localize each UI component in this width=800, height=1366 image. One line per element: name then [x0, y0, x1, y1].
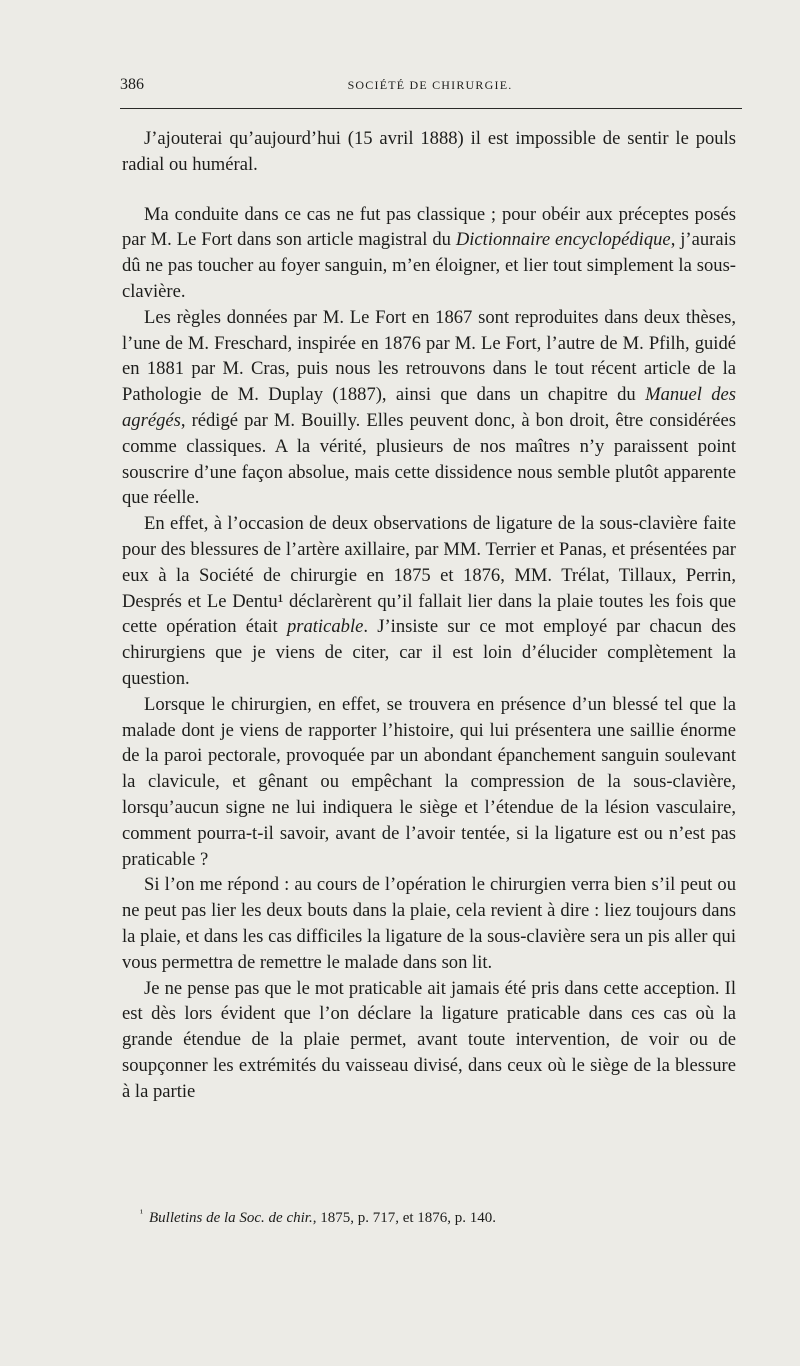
text-run: déclarèrent qu’il fallait lier dans la plaie toutes les fois que cette opération était [122, 590, 737, 638]
italic-text: Dictionnaire encyclopédique [455, 229, 671, 251]
paragraph [122, 305, 736, 511]
paragraph [122, 202, 736, 305]
body-text [122, 126, 736, 1104]
text-run: Je ne pense pas que le mot praticable ait jamais été pris dans cette acception. Il est dès lors évident que l’on déclare la ligature praticable dans ces cas où la grande étendue de la plaie permet, avant toute intervention, de voir ou de soupçonner les extrémités du vaisseau divisé, dans ceux où le siège de la blessure à la partie [122, 977, 736, 1102]
footnote-citation: , 1875, p. 717, et 1876, p. 140. [312, 1210, 497, 1226]
paragraph [122, 872, 736, 975]
text-run: Si l’on me répond : au cours de l’opération le chirurgien verra bien s’il peut ou ne peut pas lier les deux bouts dans la plaie, cela revient à dire : liez toujours dans la plaie, et dans les cas difficiles la ligature de la sous-clavière sera un pis aller qui vous permettra de remettre le malade dans son lit. [122, 874, 736, 973]
footnote [140, 1208, 740, 1227]
text-run: ¹ [277, 590, 284, 612]
text-run: Les règles données par M. Le Fort en 1867 sont reproduites dans deux thèses, l’une de M. Freschard, inspirée en 1876 par M. Le Fort, l’autre de M. Pfilh, guidé en 1881 par M. Cras, puis nous les retrouvons dans le tout récent article de la Pathologie de M. Duplay (1887), ainsi que dans un chapitre du [122, 306, 736, 406]
text-run: J’ajouterai qu’aujourd’hui (15 avril 1888) il est impossible de sentir le pouls radial ou huméral. [122, 128, 736, 175]
footnote-marker: ¹ [140, 1208, 143, 1219]
text-run: Lorsque le chirurgien, en effet, se trouvera en présence d’un blessé tel que la malade dont je viens de rapporter l’histoire, qui lui présentera une saillie énorme de la paroi pectorale, provoquée par un abondant épanchement sanguin soulevant la clavicule, et gênant ou empêchant la compression de la sous-clavière, lorsqu’aucun signe ne lui indiquera le siège et l’étendue de la lésion vasculaire, comment pourra-t-il savoir, avant de l’avoir tentée, si la ligature est ou n’est pas praticable ? [122, 693, 736, 870]
paragraph [122, 692, 736, 873]
paragraph [122, 511, 736, 692]
header-rule [120, 108, 742, 109]
paragraph [122, 126, 736, 178]
text-run: Ma conduite dans ce cas ne fut pas classique ; pour obéir aux préceptes posés par M. Le Fort dans son article magistral du [122, 203, 736, 251]
paragraph [122, 976, 736, 1105]
text-run: , j’aurais dû ne pas toucher au foyer sanguin, m’en éloigner, et lier tout simplement la sous-clavière. [122, 229, 736, 302]
italic-text: Manuel des agrégés [122, 384, 737, 431]
page-header [120, 76, 740, 100]
footnote-source-title: Bulletins de la Soc. de chir. [149, 1210, 313, 1226]
running-head: SOCIÉTÉ DE CHIRURGIE. [347, 78, 513, 92]
italic-text: praticable [286, 616, 364, 638]
text-run: . J’insiste sur ce mot employé par chacun des chirurgiens que je viens de citer, car il est loin d’élucider complètement la question. [122, 616, 736, 689]
text-run: , rédigé par M. Bouilly. Elles peuvent donc, à bon droit, être considérées comme classiques. A la vérité, plusieurs de nos maîtres n’y paraissent point souscrire d’une façon absolue, mais cette dissidence nous semble plutôt apparente que réelle. [122, 409, 736, 509]
page-number: 386 [120, 76, 144, 93]
text-run: En effet, à l’occasion de deux observations de ligature de la sous-clavière faite pour des blessures de l’artère axillaire, par MM. Terrier et Panas, et présentées par eux à la Société de chirurgie en 1875 et 1876, MM. Trélat, Tillaux, Perrin, Després et Le Dentu [122, 513, 736, 612]
